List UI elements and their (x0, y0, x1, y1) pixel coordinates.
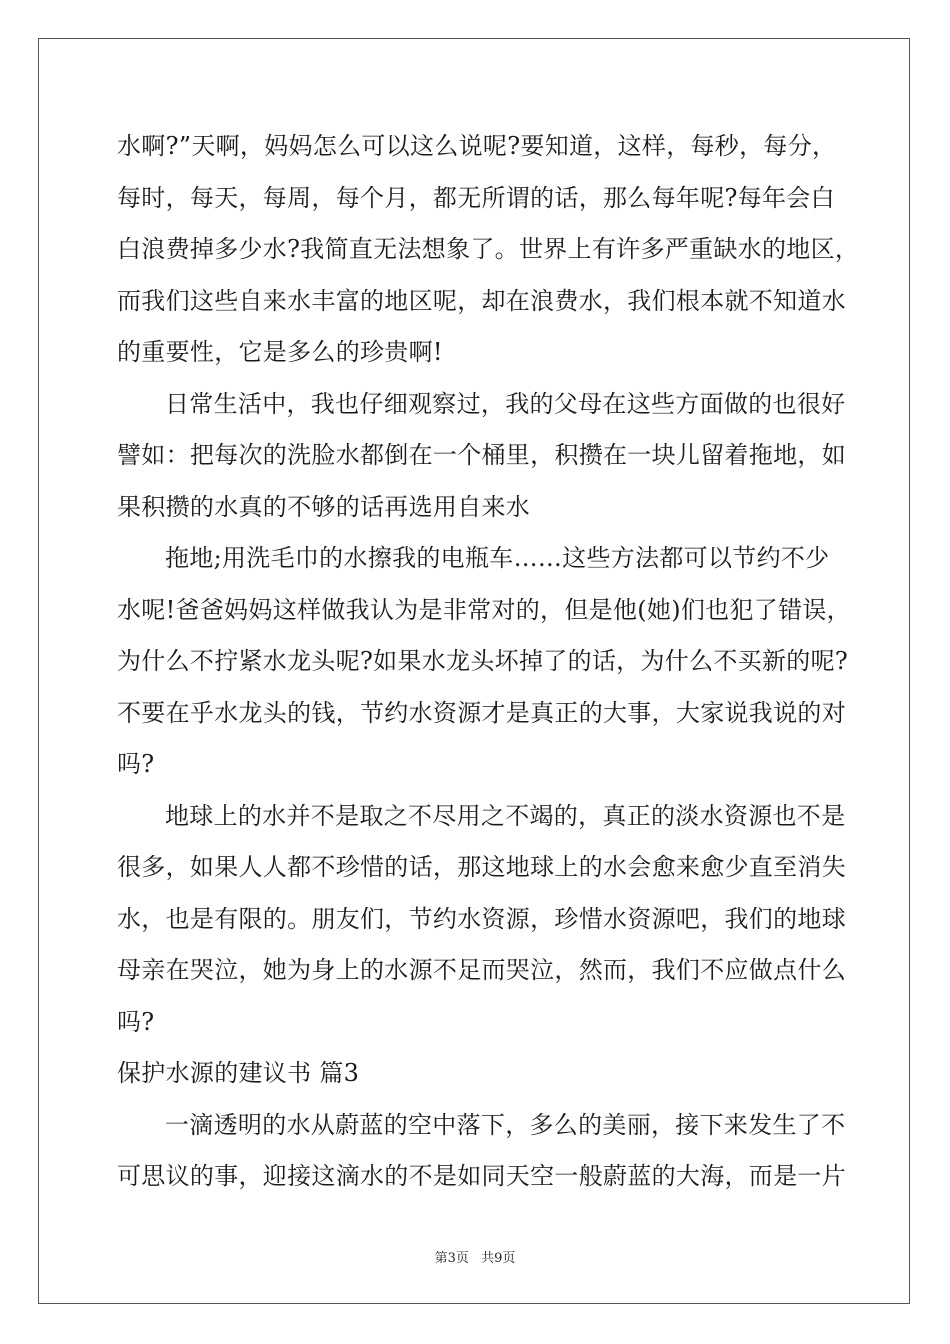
text-line: 为什么不拧紧水龙头呢?如果水龙头坏掉了的话，为什么不买新的呢? (117, 647, 849, 675)
paragraph-start-line: 拖地;用洗毛巾的水擦我的电瓶车……这些方法都可以节约不少 (165, 544, 830, 572)
text-line: 可思议的事，迎接这滴水的不是如同天空一般蔚蓝的大海，而是一片 (117, 1162, 846, 1190)
text-line: 而我们这些自来水丰富的地区呢，却在浪费水，我们根本就不知道水 (117, 286, 846, 315)
text-line: 果积攒的水真的不够的话再选用自来水 (117, 492, 531, 521)
text-line: 白浪费掉多少水?我简直无法想象了。世界上有许多严重缺水的地区， (117, 235, 860, 263)
text-line: 水，也是有限的。朋友们，节约水资源，珍惜水资源吧，我们的地球 (117, 904, 846, 933)
text-line: 的重要性，它是多么的珍贵啊! (117, 338, 443, 366)
page-number: 第3页 (434, 1251, 469, 1266)
text-line: 水呢!爸爸妈妈这样做我认为是非常对的，但是他(她)们也犯了错误， (117, 595, 851, 624)
document-body (117, 126, 860, 1208)
text-line: 很多，如果人人都不珍惜的话，那这地球上的水会愈来愈少直至消失 (117, 853, 846, 881)
paragraph-start-line: 地球上的水并不是取之不尽用之不竭的，真正的淡水资源也不是 (165, 801, 846, 830)
paragraph-start-line: 日常生活中，我也仔细观察过，我的父母在这些方面做的也很好 (165, 389, 846, 418)
text-line: 每时，每天，每周，每个月，都无所谓的话，那么每年呢?每年会白 (117, 183, 835, 212)
page-footer (0, 1247, 950, 1266)
section-heading: 保护水源的建议书 篇3 (117, 1059, 360, 1087)
text-line: 水啊?”天啊，妈妈怎么可以这么说呢?要知道，这样，每秒，每分， (117, 132, 837, 160)
text-line: 吗? (117, 750, 155, 778)
text-line: 母亲在哭泣，她为身上的水源不足而哭泣，然而，我们不应做点什么 (117, 956, 846, 984)
text-line: 譬如：把每次的洗脸水都倒在一个桶里，积攒在一块儿留着拖地，如 (117, 441, 846, 469)
page-total: 共9页 (481, 1251, 516, 1266)
text-line: 吗? (117, 1007, 155, 1036)
text-line: 不要在乎水龙头的钱，节约水资源才是真正的大事，大家说我说的对 (117, 698, 846, 727)
paragraph-start-line: 一滴透明的水从蔚蓝的空中落下，多么的美丽，接下来发生了不 (165, 1110, 846, 1139)
